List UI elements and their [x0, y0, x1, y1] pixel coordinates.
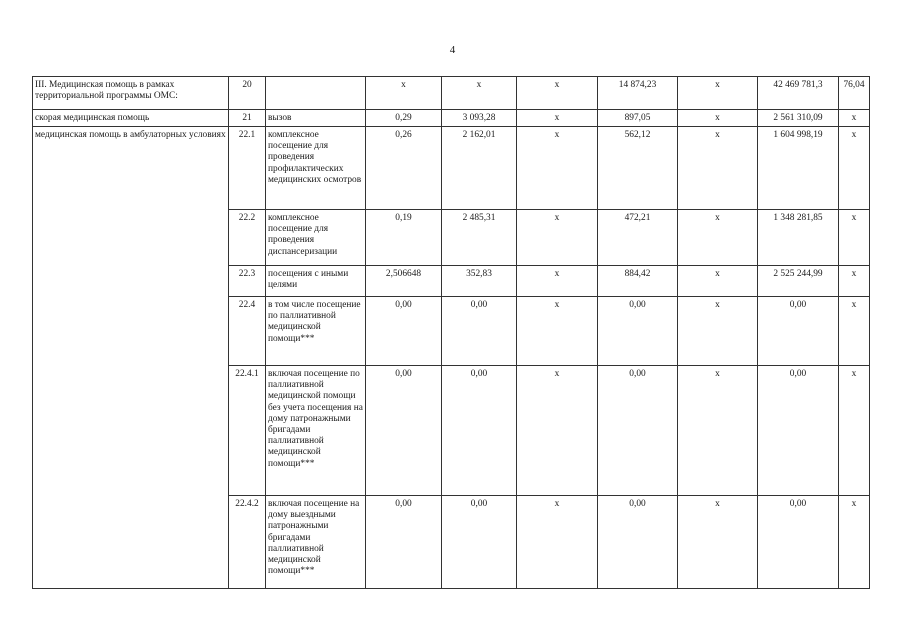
financing-table — [32, 76, 870, 589]
row-code: 22.2 — [229, 210, 266, 266]
row-label: III. Медицинская помощь в рамках территориальной программы ОМС: — [33, 77, 229, 110]
row-unit: в том числе посещение по паллиативной медицинской помощи*** — [266, 297, 366, 366]
cell-value: 2 561 310,09 — [758, 110, 839, 127]
cell-value: 897,05 — [598, 110, 678, 127]
cell-value: x — [839, 266, 870, 297]
cell-value: x — [839, 110, 870, 127]
cell-value: 2 485,31 — [442, 210, 517, 266]
cell-value: x — [839, 496, 870, 589]
row-code: 22.4 — [229, 297, 266, 366]
row-unit: посещения с иными целями — [266, 266, 366, 297]
cell-value: 0,00 — [758, 496, 839, 589]
cell-value: x — [517, 77, 598, 110]
cell-value: x — [678, 127, 758, 210]
table-row — [33, 127, 870, 210]
table-row — [33, 110, 870, 127]
row-code: 22.3 — [229, 266, 266, 297]
cell-value: 3 093,28 — [442, 110, 517, 127]
row-code: 22.1 — [229, 127, 266, 210]
row-code: 20 — [229, 77, 266, 110]
cell-value: x — [517, 297, 598, 366]
cell-value: x — [678, 297, 758, 366]
row-label: скорая медицинская помощь — [33, 110, 229, 127]
cell-value: 1 604 998,19 — [758, 127, 839, 210]
cell-value: 472,21 — [598, 210, 678, 266]
cell-value: 1 348 281,85 — [758, 210, 839, 266]
cell-value: 352,83 — [442, 266, 517, 297]
cell-value: 76,04 — [839, 77, 870, 110]
row-unit: комплексное посещение для проведения диспансеризации — [266, 210, 366, 266]
cell-value: 0,00 — [758, 366, 839, 496]
cell-value: 884,42 — [598, 266, 678, 297]
cell-value: 0,00 — [598, 297, 678, 366]
cell-value: 0,00 — [442, 366, 517, 496]
row-label: медицинская помощь в амбулаторных условиях — [33, 127, 229, 589]
cell-value: 0,00 — [442, 297, 517, 366]
cell-value: 0,00 — [442, 496, 517, 589]
cell-value: 2,506648 — [366, 266, 442, 297]
cell-value: 0,00 — [598, 366, 678, 496]
row-unit: включая посещение на дому выездными патронажными бригадами паллиативной медицинской помощи*** — [266, 496, 366, 589]
cell-value: x — [678, 110, 758, 127]
cell-value: x — [517, 366, 598, 496]
cell-value: 2 525 244,99 — [758, 266, 839, 297]
row-unit — [266, 77, 366, 110]
row-code: 22.4.2 — [229, 496, 266, 589]
cell-value: x — [366, 77, 442, 110]
row-unit: включая посещение по паллиативной медицинской помощи без учета посещения на дому патронажными бригадами паллиативной медицинской помощи*** — [266, 366, 366, 496]
cell-value: x — [517, 496, 598, 589]
cell-value: x — [678, 266, 758, 297]
cell-value: x — [678, 496, 758, 589]
row-code: 22.4.1 — [229, 366, 266, 496]
cell-value: 0,00 — [598, 496, 678, 589]
cell-value: 0,00 — [366, 297, 442, 366]
row-unit: комплексное посещение для проведения профилактических медицинских осмотров — [266, 127, 366, 210]
cell-value: x — [517, 127, 598, 210]
page-number: 4 — [449, 44, 456, 56]
row-unit: вызов — [266, 110, 366, 127]
cell-value: 14 874,23 — [598, 77, 678, 110]
cell-value: x — [839, 297, 870, 366]
cell-value: 0,00 — [366, 496, 442, 589]
cell-value: x — [517, 110, 598, 127]
cell-value: 0,19 — [366, 210, 442, 266]
cell-value: 0,00 — [758, 297, 839, 366]
cell-value: 42 469 781,3 — [758, 77, 839, 110]
cell-value: x — [678, 210, 758, 266]
cell-value: 0,00 — [366, 366, 442, 496]
cell-value: 0,26 — [366, 127, 442, 210]
cell-value: 562,12 — [598, 127, 678, 210]
cell-value: x — [839, 127, 870, 210]
cell-value: 2 162,01 — [442, 127, 517, 210]
cell-value: x — [678, 77, 758, 110]
cell-value: x — [517, 266, 598, 297]
cell-value: x — [839, 210, 870, 266]
table-row — [33, 77, 870, 110]
cell-value: x — [517, 210, 598, 266]
cell-value: x — [839, 366, 870, 496]
row-code: 21 — [229, 110, 266, 127]
cell-value: 0,29 — [366, 110, 442, 127]
cell-value: x — [678, 366, 758, 496]
cell-value: x — [442, 77, 517, 110]
